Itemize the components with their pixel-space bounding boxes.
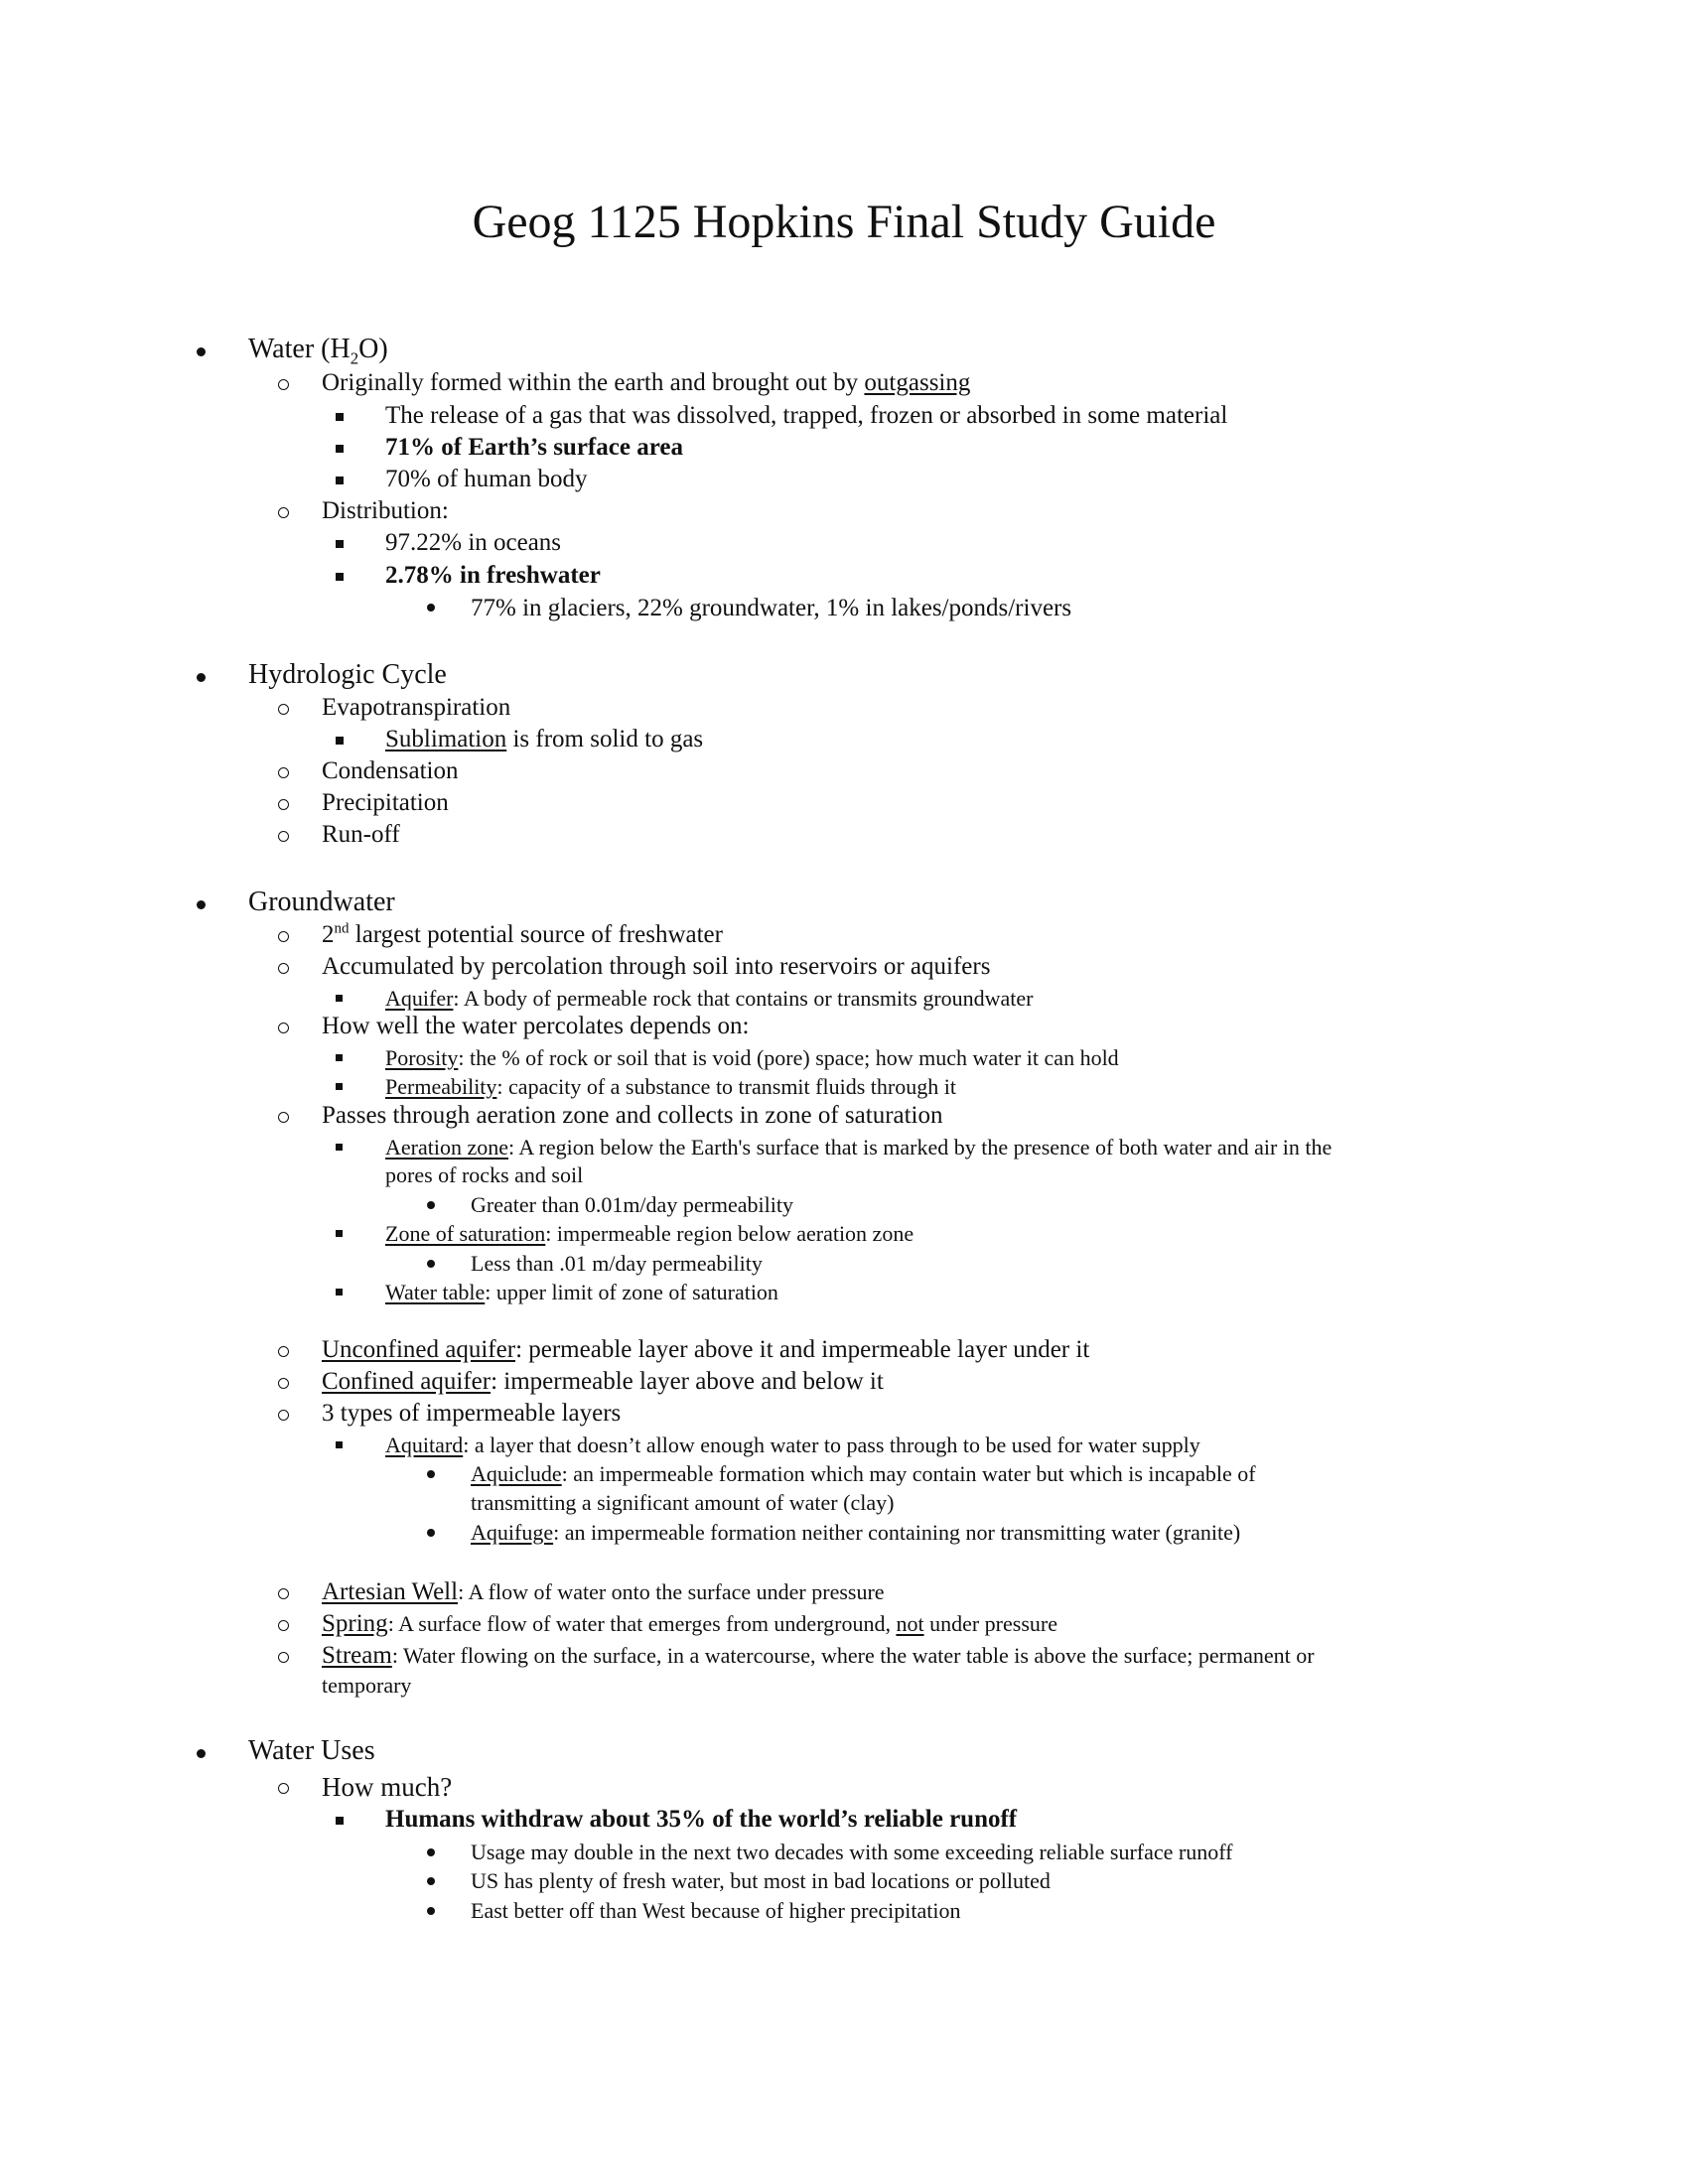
list-item [385,1433,1200,1457]
bullet-icon [278,1112,289,1123]
text: O) [358,334,388,364]
text: Passes through aeration zone and collects in zone of saturation [322,1102,943,1129]
text: 2.78% in freshwater [385,562,601,589]
text: : upper limit of zone of saturation [485,1280,778,1304]
list-item [385,1806,1017,1835]
bullet-icon [278,831,289,842]
bullet-icon [336,1441,343,1448]
bullet-icon [336,1054,343,1061]
text: Condensation [322,757,459,784]
list-item [471,1520,1240,1545]
bullet-icon [278,1620,289,1631]
text: transmitting a significant amount of water (clay) [471,1490,895,1515]
bullet-icon [278,767,289,778]
list-item [471,1192,793,1217]
text: 71% of Earth’s surface area [385,434,683,461]
text: : an impermeable formation which may contain water but which is incapable of [561,1461,1256,1486]
term: Aquifer [385,986,454,1011]
bullet-icon [427,1529,435,1537]
section-hydrologic-heading [248,659,447,691]
text: The release of a gas that was dissolved, trapped, frozen or absorbed in some material [385,402,1228,429]
list-item [322,369,970,398]
text: : A body of permeable rock that contains or transmits groundwater [453,986,1034,1011]
list-item [322,821,400,850]
list-item [322,1102,943,1131]
text: Humans withdraw about 35% of the world’s reliable runoff [385,1806,1018,1833]
list-item-continuation [322,1673,411,1698]
bullet-icon [278,704,289,715]
term: Water table [385,1280,486,1304]
bullet-icon [336,445,344,453]
text: 3 types of impermeable layers [322,1400,622,1427]
bullet-icon [278,799,289,810]
list-item [385,562,601,591]
text: How much? [322,1772,453,1802]
text: is from solid to gas [506,726,704,752]
text: US has plenty of fresh water, but most in bad locations or polluted [471,1868,1051,1893]
bullet-icon [336,477,344,484]
list-item [385,1221,914,1246]
text: nd [334,920,350,937]
bullet-icon [336,737,344,745]
term: Zone of saturation [385,1221,546,1246]
bullet-icon [278,1023,289,1033]
text: : impermeable region below aeration zone [545,1221,914,1246]
text: Groundwater [248,887,395,917]
term: Spring [322,1610,388,1637]
bullet-icon [336,1230,343,1237]
bullet-icon [336,995,343,1002]
bullet-icon [278,931,289,942]
text: East better off than West because of higher precipitation [471,1898,961,1923]
term: Porosity [385,1045,459,1070]
list-item [471,595,1071,623]
list-item [322,1610,1057,1639]
bullet-icon [197,673,206,682]
page-title: Geog 1125 Hopkins Final Study Guide [472,196,1216,248]
list-item [471,1461,1256,1486]
text: Hydrologic Cycle [248,659,447,690]
term: not [896,1611,924,1636]
text: : A surface flow of water that emerges from underground, [387,1611,897,1636]
bullet-icon [336,573,344,581]
bullet-icon [427,1907,435,1915]
list-item [322,1400,621,1429]
term: Aeration zone [385,1135,508,1160]
list-item [471,1868,1051,1893]
text: : Water flowing on the surface, in a watercourse, where the water table is above the surface; permanent or [391,1643,1315,1668]
text: under pressure [923,1611,1057,1636]
text: 2 [350,348,359,368]
text: 77% in glaciers, 22% groundwater, 1% in lakes/ponds/rivers [471,595,1072,621]
text: Usage may double in the next two decades with some exceeding reliable surface runoff [471,1840,1233,1864]
list-item [322,694,510,723]
term: Unconfined aquifer [322,1336,516,1363]
bullet-icon [336,413,344,421]
section-groundwater-heading [248,887,395,918]
list-item [385,1074,956,1099]
list-item [322,789,449,818]
list-item [385,402,1227,431]
list-item [322,921,723,950]
bullet-icon [278,507,289,518]
term: Aquitard [385,1433,464,1457]
bullet-icon [197,900,206,909]
text: Water (H [248,334,351,364]
list-item [322,1642,1315,1671]
text: 70% of human body [385,466,588,492]
section-water-heading [248,334,388,368]
text: pores of rocks and soil [385,1162,584,1187]
bullet-icon [427,1877,435,1885]
term: Permeability [385,1074,497,1099]
list-item [385,434,683,463]
bullet-icon [278,379,289,390]
bullet-icon [336,540,344,548]
text: largest potential source of freshwater [349,921,723,948]
text: : a layer that doesn’t allow enough water to pass through to be used for water supply [463,1433,1200,1457]
bullet-icon [278,1783,289,1794]
bullet-icon [197,1749,206,1758]
bullet-icon [336,1289,343,1296]
section-water-uses-heading [248,1735,375,1767]
text: : an impermeable formation neither containing nor transmitting water (granite) [553,1520,1241,1545]
list-item [471,1840,1233,1864]
bullet-icon [427,1470,435,1478]
list-item [322,1013,749,1041]
list-item [322,953,990,982]
text: 97.22% in oceans [385,529,562,556]
list-item-continuation [471,1490,894,1515]
list-item [385,986,1034,1011]
bullet-icon [336,1144,343,1151]
text: Less than .01 m/day permeability [471,1251,763,1276]
bullet [197,347,206,356]
bullet-icon [336,1083,343,1090]
bullet-icon [278,1410,289,1421]
bullet-icon [427,1260,435,1268]
text: Run-off [322,821,400,848]
text: Precipitation [322,789,449,816]
text: temporary [322,1673,412,1698]
term: Stream [322,1642,392,1669]
text: : capacity of a substance to transmit fluids through it [496,1074,956,1099]
text: : the % of rock or soil that is void (pore) space; how much water it can hold [458,1045,1119,1070]
list-item [322,1772,452,1803]
bullet-icon [427,604,435,612]
text: : A flow of water onto the surface under pressure [458,1579,885,1604]
list-item [385,529,561,558]
list-item [322,757,459,786]
term-outgassing: outgassing [864,369,971,396]
text: 2 [322,921,335,948]
text: : impermeable layer above and below it [491,1368,884,1395]
bullet-icon [278,1652,289,1663]
bullet-icon [427,1848,435,1856]
list-item-continuation [385,1162,583,1187]
term: Aquifuge [471,1520,554,1545]
bullet-icon [278,1378,289,1389]
list-item [322,497,449,526]
bullet-icon [278,1588,289,1599]
bullet-icon [278,1346,289,1357]
term: Artesian Well [322,1578,459,1605]
bullet-icon [278,963,289,974]
list-item [385,726,703,754]
text: Accumulated by percolation through soil into reservoirs or aquifers [322,953,991,980]
text: Originally formed within the earth and brought out by [322,369,865,396]
term: Sublimation [385,726,507,752]
bullet-icon [336,1817,344,1825]
text: How well the water percolates depends on: [322,1013,750,1039]
text: Distribution: [322,497,449,524]
list-item [471,1898,960,1923]
list-item [385,1135,1332,1160]
term: Confined aquifer [322,1368,492,1395]
text: Evapotranspiration [322,694,511,721]
text: : permeable layer above it and impermeable layer under it [515,1336,1090,1363]
text: Greater than 0.01m/day permeability [471,1192,793,1217]
list-item [385,1045,1119,1070]
list-item [322,1336,1089,1365]
list-item [385,466,587,494]
list-item [322,1578,885,1607]
text: Water Uses [248,1735,375,1766]
list-item [322,1368,884,1397]
text: : A region below the Earth's surface that is marked by the presence of both water and air in the [508,1135,1333,1160]
bullet-icon [427,1201,435,1209]
list-item [385,1280,778,1304]
list-item [471,1251,763,1276]
term: Aquiclude [471,1461,562,1486]
